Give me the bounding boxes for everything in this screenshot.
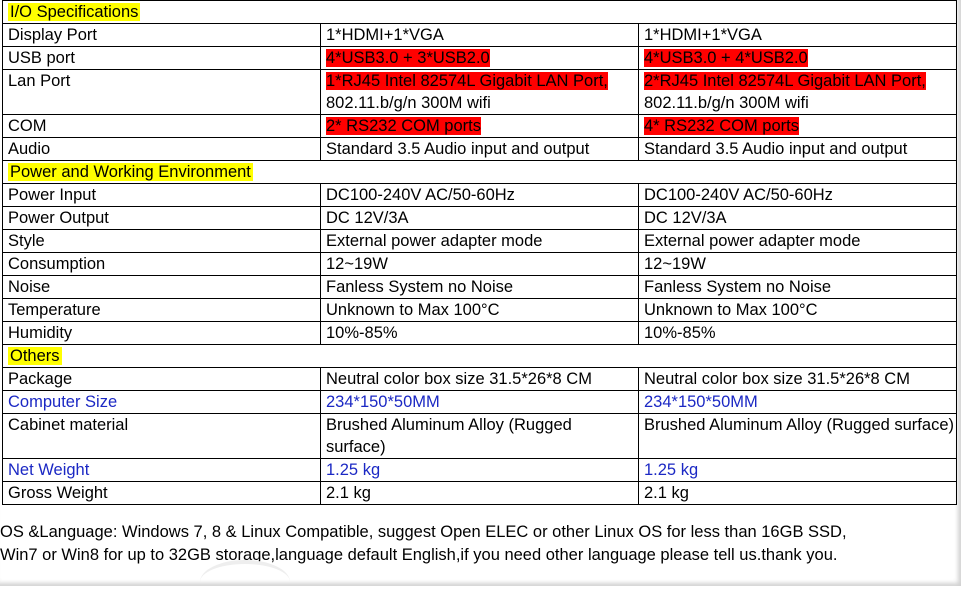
table-row xyxy=(3,253,957,276)
table-row xyxy=(3,482,957,505)
section-title-io: I/O Specifications xyxy=(10,3,139,21)
note-line-1: OS &Language: Windows 7, 8 & Linux Compatible, suggest Open ELEC or other Linux OS for less than 16GB SSD, xyxy=(0,523,847,541)
section-header-io xyxy=(3,1,957,24)
watermark-arc xyxy=(200,560,290,604)
section-row-others xyxy=(3,345,957,368)
row-label: Display Port xyxy=(3,24,321,47)
table-row xyxy=(3,230,957,253)
row-value-a: 2.1 kg xyxy=(321,482,639,505)
highlighted-value: 2* RS232 COM ports xyxy=(326,117,481,135)
row-value-b: DC 12V/3A xyxy=(639,207,957,230)
table-row xyxy=(3,299,957,322)
row-value-a xyxy=(321,115,639,138)
row-label: Package xyxy=(3,368,321,391)
row-value-b: 1.25 kg xyxy=(639,459,957,482)
row-value-a: External power adapter mode xyxy=(321,230,639,253)
row-value-b: DC100-240V AC/50-60Hz xyxy=(639,184,957,207)
row-value-line: 802.11.b/g/n 300M wifi xyxy=(644,94,809,112)
row-value-a: Fanless System no Noise xyxy=(321,276,639,299)
row-value-b: Neutral color box size 31.5*26*8 CM xyxy=(639,368,957,391)
table-row xyxy=(3,414,957,459)
row-label: Style xyxy=(3,230,321,253)
table-row xyxy=(3,459,957,482)
highlighted-value: 1*RJ45 Intel 82574L Gigabit LAN Port, xyxy=(326,72,608,90)
os-language-note xyxy=(0,521,955,567)
section-header-others xyxy=(3,345,957,368)
row-value-b: Unknown to Max 100°C xyxy=(639,299,957,322)
note-line-2: Win7 or Win8 for up to 32GB storage,language default English,if you need other language please tell us.thank you. xyxy=(0,546,838,564)
row-value-b: 234*150*50MM xyxy=(639,391,957,414)
row-value-a: 1.25 kg xyxy=(321,459,639,482)
row-label: Consumption xyxy=(3,253,321,276)
table-row xyxy=(3,276,957,299)
table-row xyxy=(3,391,957,414)
row-value-a: Neutral color box size 31.5*26*8 CM xyxy=(321,368,639,391)
row-label: Gross Weight xyxy=(3,482,321,505)
row-label: Audio xyxy=(3,138,321,161)
table-row xyxy=(3,47,957,70)
row-value-a: DC100-240V AC/50-60Hz xyxy=(321,184,639,207)
row-label: Net Weight xyxy=(3,459,321,482)
row-label: Computer Size xyxy=(3,391,321,414)
row-label: Cabinet material xyxy=(3,414,321,459)
row-value-a xyxy=(321,47,639,70)
section-row-power xyxy=(3,161,957,184)
row-value-a: DC 12V/3A xyxy=(321,207,639,230)
row-value-a: 234*150*50MM xyxy=(321,391,639,414)
section-row-io xyxy=(3,1,957,24)
row-value-a: 10%-85% xyxy=(321,322,639,345)
table-row xyxy=(3,70,957,115)
table-row xyxy=(3,184,957,207)
table-row xyxy=(3,322,957,345)
row-value-b: 2.1 kg xyxy=(639,482,957,505)
section-header-power xyxy=(3,161,957,184)
table-row xyxy=(3,138,957,161)
table-row xyxy=(3,115,957,138)
row-value-b: 12~19W xyxy=(639,253,957,276)
highlighted-value: 2*RJ45 Intel 82574L Gigabit LAN Port, xyxy=(644,72,926,90)
row-value-b xyxy=(639,47,957,70)
row-value-a: Unknown to Max 100°C xyxy=(321,299,639,322)
row-value-line: Brushed Aluminum Alloy (Rugged xyxy=(326,416,572,434)
section-title-others: Others xyxy=(10,347,60,365)
section-title-power: Power and Working Environment xyxy=(10,163,251,181)
highlighted-value: 4*USB3.0 + 4*USB2.0 xyxy=(644,49,808,67)
row-label: Lan Port xyxy=(3,70,321,115)
row-value-b xyxy=(639,70,957,115)
row-value-line: surface) xyxy=(326,438,386,456)
highlighted-value: 4* RS232 COM ports xyxy=(644,117,799,135)
row-value-b xyxy=(639,115,957,138)
row-label: Temperature xyxy=(3,299,321,322)
highlighted-value: 4*USB3.0 + 3*USB2.0 xyxy=(326,49,490,67)
row-value-line: 802.11.b/g/n 300M wifi xyxy=(326,94,491,112)
spec-table xyxy=(2,0,957,505)
row-value-b: Standard 3.5 Audio input and output xyxy=(639,138,957,161)
row-value-b: Fanless System no Noise xyxy=(639,276,957,299)
table-row xyxy=(3,368,957,391)
row-value-a xyxy=(321,70,639,115)
row-value-b: External power adapter mode xyxy=(639,230,957,253)
row-label: USB port xyxy=(3,47,321,70)
row-label: Humidity xyxy=(3,322,321,345)
row-value-a: 12~19W xyxy=(321,253,639,276)
table-row xyxy=(3,24,957,47)
row-value-b: 1*HDMI+1*VGA xyxy=(639,24,957,47)
row-value-b: Brushed Aluminum Alloy (Rugged surface) xyxy=(639,414,957,459)
row-label: Noise xyxy=(3,276,321,299)
table-row xyxy=(3,207,957,230)
row-value-a xyxy=(321,414,639,459)
row-value-a: 1*HDMI+1*VGA xyxy=(321,24,639,47)
row-value-a: Standard 3.5 Audio input and output xyxy=(321,138,639,161)
row-label: Power Input xyxy=(3,184,321,207)
row-label: COM xyxy=(3,115,321,138)
row-label: Power Output xyxy=(3,207,321,230)
row-value-b: 10%-85% xyxy=(639,322,957,345)
